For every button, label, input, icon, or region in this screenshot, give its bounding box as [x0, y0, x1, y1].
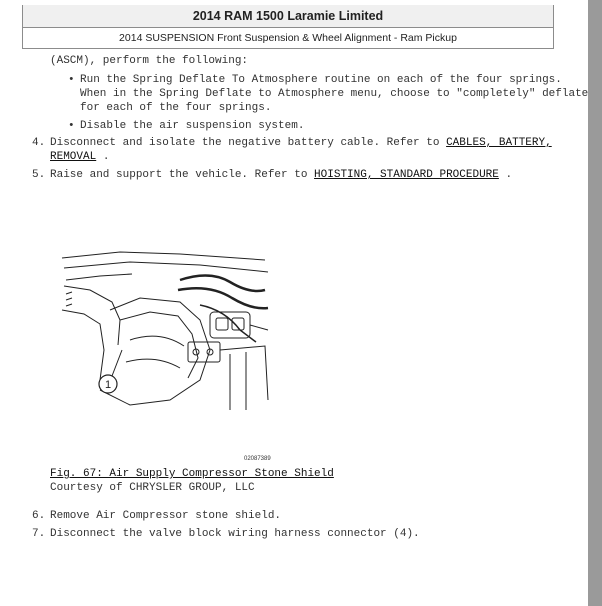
step6-text: Remove Air Compressor stone shield.: [50, 510, 282, 522]
bullet1-line3: for each of the four springs.: [80, 102, 272, 114]
document-subtitle: 2014 SUSPENSION Front Suspension & Wheel Alignment - Ram Pickup: [119, 32, 457, 44]
callout-number: 1: [104, 379, 112, 391]
compressor-stone-shield-illustration: [60, 250, 272, 415]
step5-line: [50, 169, 512, 181]
link-cables-battery[interactable]: CABLES, BATTERY,: [446, 137, 552, 149]
document-header: [22, 5, 554, 49]
step7-number: 7.: [32, 528, 46, 540]
link-hoisting[interactable]: HOISTING, STANDARD PROCEDURE: [314, 169, 499, 181]
bullet-marker: •: [68, 74, 75, 86]
bullet-marker: •: [68, 120, 75, 132]
step5-tail: .: [498, 169, 513, 181]
step7-text: Disconnect the valve block wiring harness connector (4).: [50, 528, 420, 540]
step4-number: 4.: [32, 137, 46, 149]
step4-text: Disconnect and isolate the negative battery cable. Refer to: [50, 137, 447, 149]
step4-line1: [50, 137, 552, 149]
figure-caption: [50, 468, 334, 480]
figure-code: 02087389: [244, 456, 271, 462]
vertical-scrollbar[interactable]: [588, 0, 602, 606]
figure-caption-text: Fig. 67: Air Supply Compressor Stone Shield: [50, 468, 334, 480]
bullet1-line2: When in the Spring Deflate to Atmosphere menu, choose to "completely" deflate: [80, 88, 589, 100]
figure-courtesy: Courtesy of CHRYSLER GROUP, LLC: [50, 482, 255, 494]
link-removal[interactable]: REMOVAL: [50, 151, 97, 163]
step6-number: 6.: [32, 510, 46, 522]
document-title: 2014 RAM 1500 Laramie Limited: [23, 5, 553, 28]
step4-tail: .: [96, 151, 110, 163]
step5-text: Raise and support the vehicle. Refer to: [50, 169, 315, 181]
intro-line: (ASCM), perform the following:: [50, 55, 249, 67]
bullet2-text: Disable the air suspension system.: [80, 120, 305, 132]
step5-number: 5.: [32, 169, 46, 181]
bullet1-line1: Run the Spring Deflate To Atmosphere routine on each of the four springs.: [80, 74, 562, 86]
step4-line2: [50, 151, 109, 163]
